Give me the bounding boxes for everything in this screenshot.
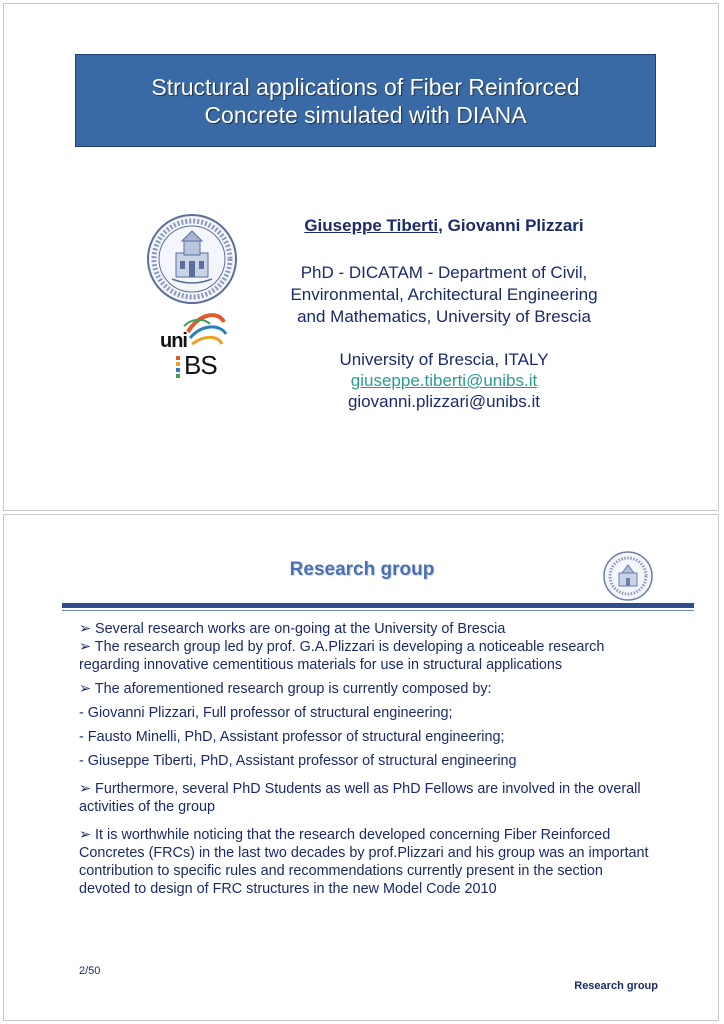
slide-body [79,620,654,898]
author-primary: Giuseppe Tiberti [304,216,439,235]
bullet-paragraph: ➢ The aforementioned research group is currently composed by: [79,681,492,697]
bullet-paragraph: ➢ Several research works are on-going at the University of Brescia [79,621,506,637]
email-plizzari: giovanni.plizzari@unibs.it [347,392,541,411]
affiliation-line: Environmental, Architectural Engineering [290,285,598,304]
affiliation-line: and Mathematics, University of Brescia [297,307,591,326]
author-separator: , [438,216,448,235]
slide-2 [3,514,719,1021]
affiliation-line: PhD - DICATAM - Department of Civil, [300,263,588,282]
university-seal-icon [146,213,238,305]
title-rule [62,603,694,608]
member-line: - Giovanni Plizzari, Full professor of structural engineering; [79,705,453,721]
university-seal-small-icon [603,551,653,601]
bullet-paragraph: ➢ The research group led by prof. G.A.Plizzari is developing a noticeable research regarding innovative cementitious materials for use in structural applications [79,639,605,673]
member-line: - Fausto Minelli, PhD, Assistant professor of structural engineering; [79,729,505,745]
unibs-logo [154,312,234,382]
author-secondary: Giovanni Plizzari [447,216,584,235]
logo-uni-text: uni [160,330,187,352]
slide-1 [3,3,719,511]
member-line: - Giuseppe Tiberti, PhD, Assistant professor of structural engineering [79,753,517,769]
footer-label: Research group [574,980,658,992]
contact-block [244,349,644,412]
title-box [75,54,656,147]
title-line-1: Structural applications of Fiber Reinforced [151,73,580,100]
authors [244,216,644,236]
bullet-paragraph: ➢ Furthermore, several PhD Students as well as PhD Fellows are involved in the overall activities of the group [79,781,641,815]
logo-bs-text: BS [184,350,217,380]
bullet-paragraph: ➢ It is worthwhile noticing that the research developed concerning Fiber Reinforced Concretes (FRCs) in the last two decades by prof.Plizzari and his group was an important contribution to specific rules and recommendations currently present in the section devoted to design of FRC structures in the new Model Code 2010 [79,827,649,897]
page-number: 2/50 [79,965,101,977]
title-rule-thin [62,610,694,611]
title-line-2: Concrete simulated with DIANA [204,101,527,128]
affiliation [244,262,644,328]
email-link-tiberti[interactable]: giuseppe.tiberti@unibs.it [350,371,538,390]
university-location: University of Brescia, ITALY [339,350,549,369]
slide-title: Research group [289,559,435,580]
